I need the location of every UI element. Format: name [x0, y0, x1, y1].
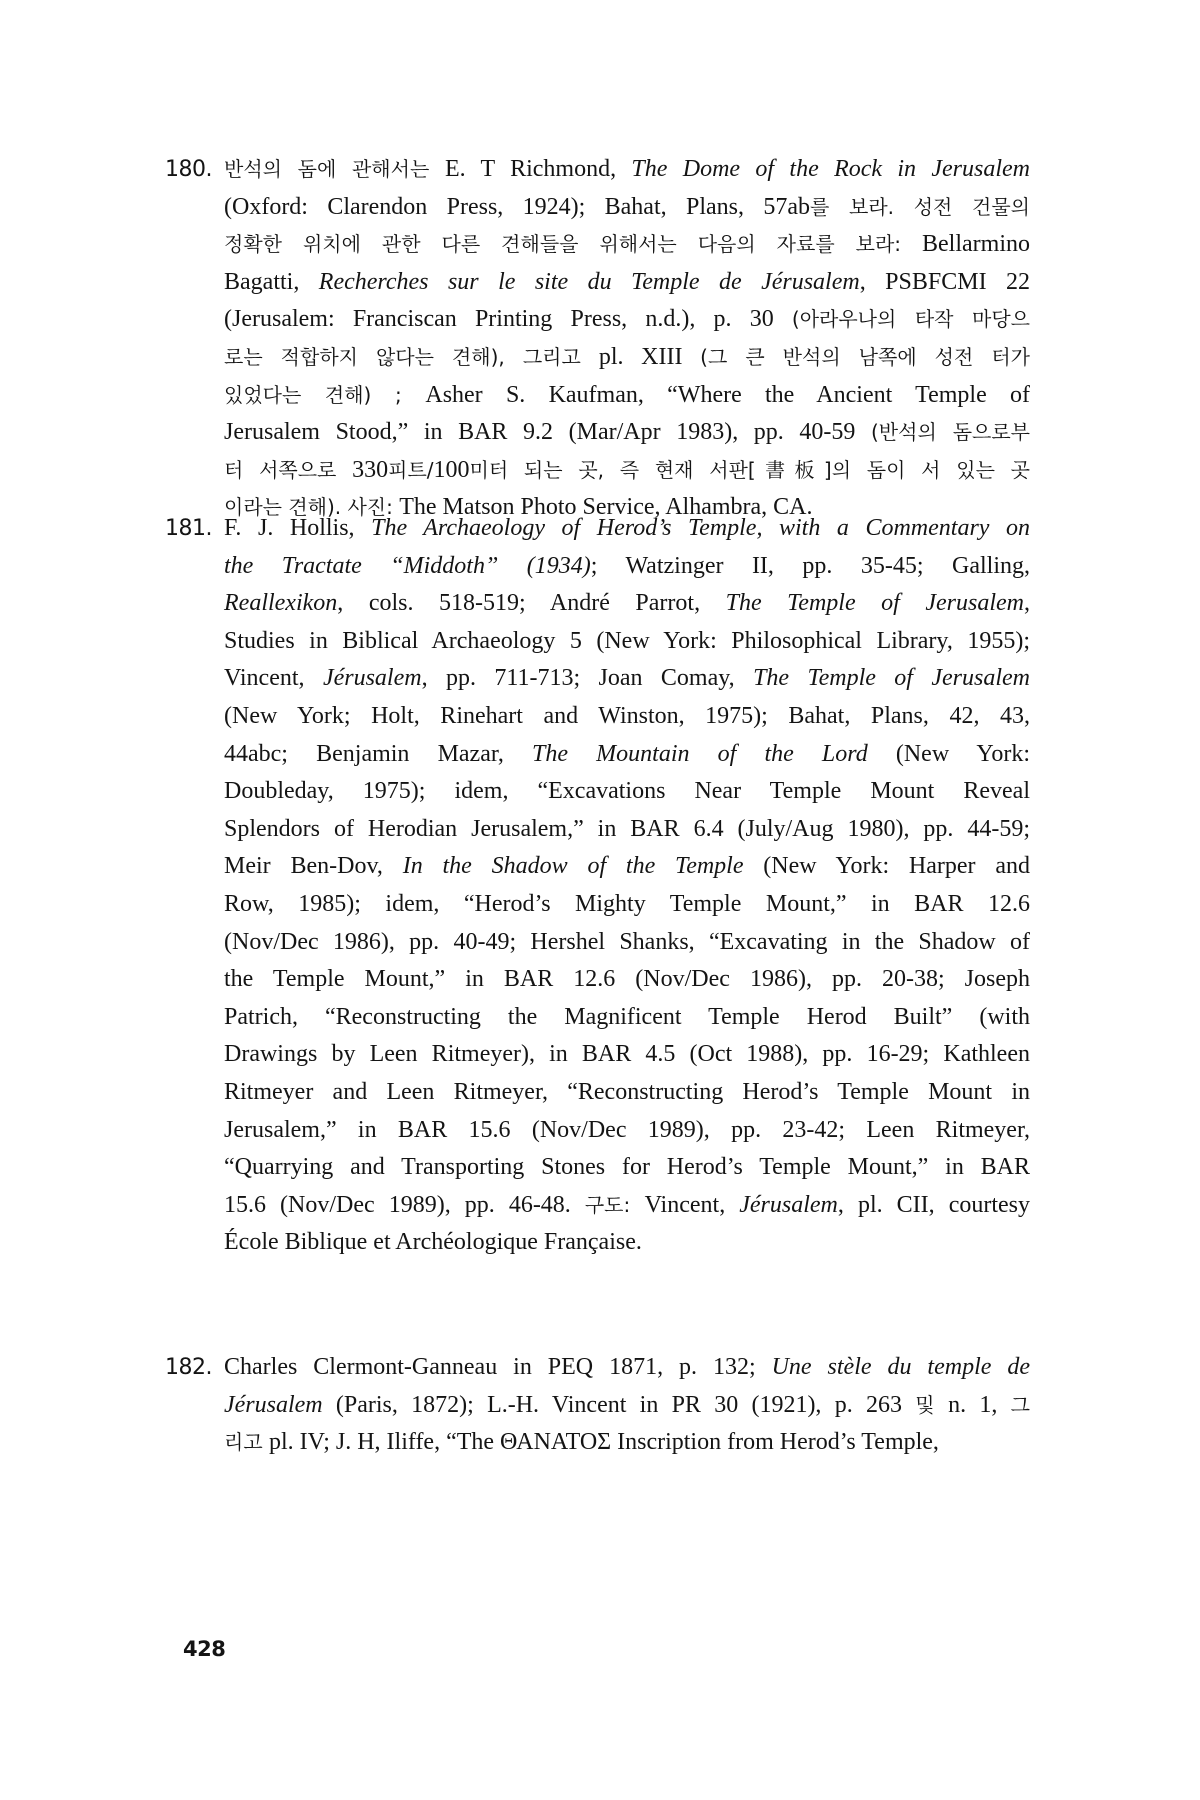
korean-text: 및 — [915, 1392, 949, 1417]
footnote-line — [224, 1036, 1030, 1074]
text-segment: Jerusalem Stood,” in BAR 9.2 (Mar/Apr 1983), pp. 40-59 — [224, 419, 871, 446]
text-segment: Meir Ben-Dov, — [224, 853, 403, 880]
footnote-line — [224, 736, 1030, 774]
korean-text: 터 서쪽으로 — [224, 457, 353, 482]
text-segment: Bellarmino — [922, 231, 1030, 258]
text-segment: (Jerusalem: Franciscan Printing Press, n.d.), p. 30 — [224, 306, 792, 333]
footnote-line — [224, 377, 1030, 415]
korean-text: 구도: — [584, 1192, 645, 1217]
footnote-line — [224, 151, 1030, 189]
text-segment: Patrich, “Reconstructing the Magnificent Temple Herod Built” (with — [224, 1003, 1030, 1030]
text-segment: The Matson Photo Service, Alhambra, CA. — [399, 494, 813, 521]
italic-title: Recherches sur le site du Temple de Jérusalem — [318, 268, 860, 295]
footnote-181 — [165, 510, 1030, 1262]
footnote-line — [224, 848, 1030, 886]
footnote-line — [224, 660, 1030, 698]
text-segment: (Nov/Dec 1986), pp. 40-49; Hershel Shanks, “Excavating in the Shadow of — [224, 928, 1030, 955]
text-segment: Charles Clermont-Ganneau in PEQ 1871, p. 132; — [224, 1354, 772, 1380]
footnote-line — [224, 1224, 1030, 1262]
footnote-line — [224, 339, 1030, 377]
italic-title: The Dome of the Rock in Jerusalem — [631, 156, 1031, 182]
footnote-line — [224, 623, 1030, 661]
footnote-line — [224, 961, 1030, 999]
text-segment: Ritmeyer and Leen Ritmeyer, “Reconstructing Herod’s Temple Mount in — [224, 1078, 1030, 1105]
korean-text: 정확한 위치에 관한 다른 견해들을 위해서는 다음의 자료를 보라: — [224, 232, 923, 257]
text-segment: (New York: — [867, 740, 1030, 767]
text-segment: (New York: Harper and — [743, 853, 1031, 880]
text-segment: École Biblique et Archéologique Française. — [224, 1229, 642, 1256]
italic-title: In the Shadow of the Temple — [402, 853, 744, 880]
footnote-line — [224, 811, 1030, 849]
text-segment: pl. XIII — [598, 343, 701, 370]
text-segment: F. J. Hollis, — [224, 515, 372, 541]
text-segment: , pl. CII, courtesy — [837, 1191, 1031, 1218]
footnote-text — [224, 1349, 1030, 1462]
footnote-line — [224, 924, 1030, 962]
text-segment: the Temple Mount,” in BAR 12.6 (Nov/Dec 1986), pp. 20-38; Joseph — [224, 966, 1030, 993]
text-segment: 15.6 (Nov/Dec 1989), pp. 46-48. — [224, 1191, 585, 1218]
korean-text: 그 — [1010, 1392, 1030, 1417]
italic-title: The Temple of Jerusalem — [725, 590, 1025, 617]
italic-title: Jérusalem — [739, 1191, 838, 1218]
footnote-180 — [165, 151, 1030, 527]
italic-title: Jérusalem — [224, 1391, 323, 1418]
footnote-line — [224, 1074, 1030, 1112]
text-segment: E. T Richmond, — [444, 156, 632, 182]
italic-title: the Tractate “Middoth” (1934) — [224, 552, 591, 579]
korean-text: 반석의 돔에 관해서는 — [224, 157, 445, 181]
italic-title: The Mountain of the Lord — [532, 740, 868, 767]
footnote-line — [224, 264, 1030, 302]
footnote-182 — [165, 1349, 1030, 1462]
footnote-number: 182. — [165, 1355, 212, 1380]
footnote-line — [224, 1424, 1030, 1462]
italic-title: The Archaeology of Herod’s Temple, with a Commentary on — [371, 515, 1030, 541]
korean-text: 있었다는 견해) ; — [224, 382, 426, 407]
footnote-number: 181. — [165, 516, 212, 541]
text-segment: “Quarrying and Transporting Stones for Herod’s Temple Mount,” in BAR — [224, 1154, 1030, 1181]
footnote-line — [224, 999, 1030, 1037]
footnote-line — [224, 1112, 1030, 1150]
footnote-line — [224, 548, 1030, 586]
text-segment: Splendors of Herodian Jerusalem,” in BAR 6.4 (July/Aug 1980), pp. 44-59; — [224, 815, 1030, 842]
korean-text: 피트/ — [388, 457, 434, 482]
footnote-line — [224, 1387, 1030, 1425]
text-segment: Vincent, — [644, 1191, 740, 1218]
footnote-line — [224, 1187, 1030, 1225]
korean-text: 를 보라. 성전 건물의 — [809, 194, 1030, 219]
footnote-line — [224, 886, 1030, 924]
korean-text: (반석의 돔으로부 — [871, 420, 1030, 445]
footnote-line — [224, 698, 1030, 736]
text-segment: Bagatti, — [224, 268, 319, 295]
page-number: 428 — [183, 1637, 226, 1661]
text-segment: Row, 1985); idem, “Herod’s Mighty Temple Mount,” in BAR 12.6 — [224, 890, 1030, 917]
footnote-text — [224, 510, 1030, 1262]
text-segment: ; Watzinger II, pp. 35-45; Galling, — [590, 552, 1030, 579]
italic-title: The Temple of Jerusalem — [753, 665, 1031, 692]
text-segment: 44abc; Benjamin Mazar, — [224, 740, 533, 767]
korean-text: 미터 되는 곳, 즉 현재 서판[書板]의 돔이 서 있는 곳 — [469, 457, 1030, 482]
italic-title: Jérusalem — [322, 665, 422, 692]
text-segment: Jerusalem,” in BAR 15.6 (Nov/Dec 1989), pp. 23-42; Leen Ritmeyer, — [224, 1116, 1030, 1143]
footnote-text — [224, 151, 1030, 527]
footnote-line — [224, 1149, 1030, 1187]
text-segment: Studies in Biblical Archaeology 5 (New York: Philosophical Library, 1955); — [224, 627, 1030, 654]
footnote-number: 180. — [165, 157, 212, 182]
footnote-line — [224, 189, 1030, 227]
korean-text: 리고 — [224, 1430, 269, 1455]
text-segment: (Paris, 1872); L.-H. Vincent in PR 30 (1921), p. 263 — [322, 1391, 916, 1418]
text-segment: (Oxford: Clarendon Press, 1924); Bahat, Plans, 57ab — [224, 193, 810, 220]
text-segment: Vincent, — [224, 665, 323, 692]
korean-text: (그 큰 반석의 남쪽에 성전 터가 — [700, 344, 1030, 369]
text-segment: n. 1, — [948, 1391, 1011, 1418]
text-segment: , — [1024, 590, 1031, 617]
footnote-line — [224, 414, 1030, 452]
footnote-line — [224, 452, 1030, 490]
korean-text: 로는 적합하지 않다는 견해), 그리고 — [224, 344, 599, 369]
italic-title: Reallexikon — [224, 590, 338, 617]
footnote-line — [224, 226, 1030, 264]
italic-title: Une stèle du temple de — [771, 1354, 1030, 1380]
text-segment: Asher S. Kaufman, “Where the Ancient Temple of — [425, 381, 1030, 408]
text-segment: , cols. 518-519; André Parrot, — [337, 590, 726, 617]
korean-text: (아라우나의 타작 마당으 — [791, 307, 1030, 332]
text-segment: pl. IV; J. H, Iliffe, “The ΘΑΝΑΤΟΣ Inscription from Herod’s Temple, — [269, 1429, 939, 1456]
footnote-line — [224, 510, 1030, 548]
text-segment: , pp. 711-713; Joan Comay, — [421, 665, 754, 692]
text-segment: Doubleday, 1975); idem, “Excavations Near Temple Mount Reveal — [224, 778, 1030, 805]
text-segment: , PSBFCMI 22 — [859, 268, 1031, 295]
footnote-line — [224, 585, 1030, 623]
text-segment: (New York; Holt, Rinehart and Winston, 1975); Bahat, Plans, 42, 43, — [224, 702, 1030, 729]
footnote-line — [224, 1349, 1030, 1387]
text-segment: 330 — [352, 456, 389, 483]
korean-text: 이라는 견해). 사진: — [224, 495, 400, 520]
footnote-line — [224, 773, 1030, 811]
text-segment: Drawings by Leen Ritmeyer), in BAR 4.5 (Oct 1988), pp. 16-29; Kathleen — [224, 1041, 1030, 1068]
footnote-line — [224, 301, 1030, 339]
text-segment: 100 — [433, 456, 470, 483]
